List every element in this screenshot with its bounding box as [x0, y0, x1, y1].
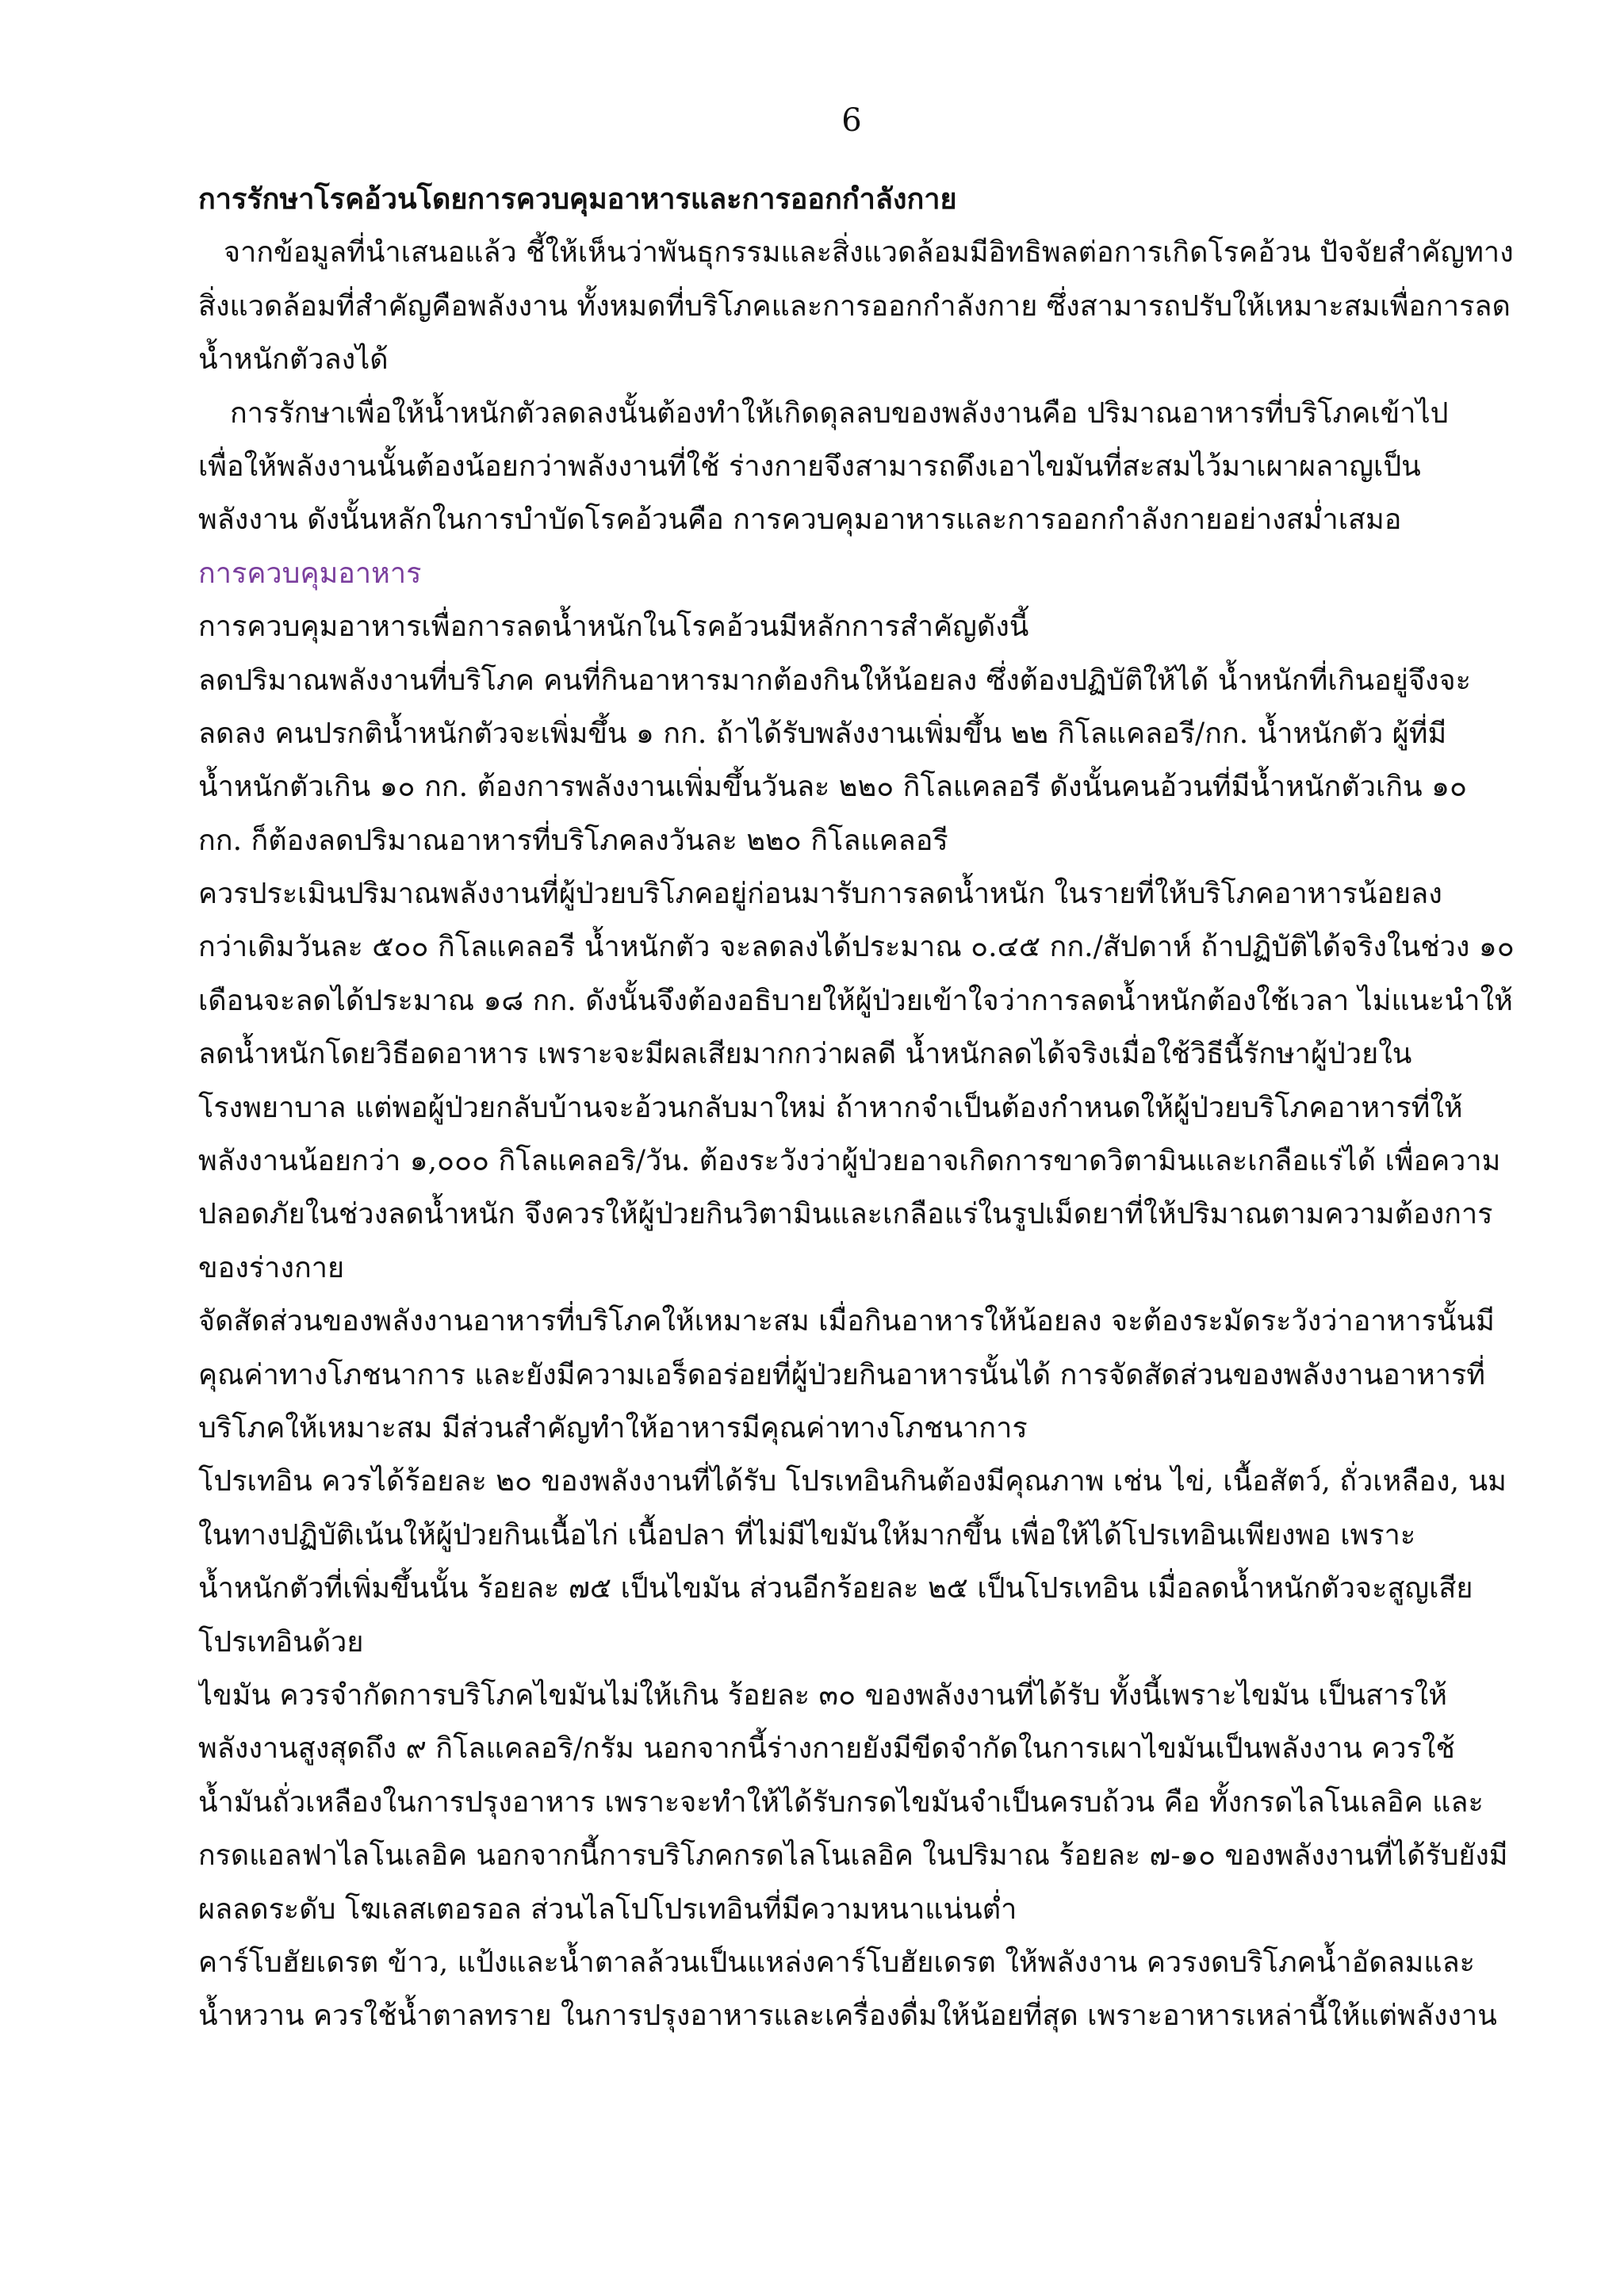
text-line: ผลลดระดับ โฆเลสเตอรอล ส่วนไลโปโปรเทอินที่มีความหนาแน่นต่ำ	[198, 1892, 1017, 1926]
text-line: บริโภคให้เหมาะสม มีส่วนสำคัญทำให้อาหารมีคุณค่าทางโภชนาการ	[198, 1411, 1028, 1445]
section-title: การรักษาโรคอ้วนโดยการควบคุมอาหารและการออกกำลังกาย	[198, 182, 957, 216]
text-line: น้ำหนักตัวเกิน ๑๐ กก. ต้องการพลังงานเพิ่มขึ้นวันละ ๒๒๐ กิโลแคลอรี ดังนั้นคนอ้วนที่มีน้ำหนักตัวเกิน ๑๐	[198, 771, 1467, 804]
text-line: กรดแอลฟาไลโนเลอิค นอกจากนี้การบริโภคกรดไลโนเลอิค ในปริมาณ ร้อยละ ๗-๑๐ ของพลังงานที่ได้รับยังมี	[198, 1839, 1508, 1873]
text-line: น้ำหนักตัวที่เพิ่มขึ้นนั้น ร้อยละ ๗๕ เป็นไขมัน ส่วนอีกร้อยละ ๒๕ เป็นโปรเทอิน เมื่อลดน้ำหนักตัวจะสูญเสีย	[198, 1572, 1473, 1605]
text-line: ควรประเมินปริมาณพลังงานที่ผู้ป่วยบริโภคอยู่ก่อนมารับการลดน้ำหนัก ในรายที่ให้บริโภคอาหารน้อยลง	[198, 878, 1442, 911]
text-line: กก. ก็ต้องลดปริมาณอาหารที่บริโภคลงวันละ ๒๒๐ กิโลแคลอรี	[198, 824, 948, 857]
text-line: โปรเทอินด้วย	[198, 1625, 364, 1659]
text-line: ลดลง คนปรกติน้ำหนักตัวจะเพิ่มขึ้น ๑ กก. ถ้าได้รับพลังงานเพิ่มขึ้น ๒๒ กิโลแคลอรี/กก. น้ำหนักตัว ผู้ที่มี	[198, 717, 1447, 750]
text-line: โรงพยาบาล แต่พอผู้ป่วยกลับบ้านจะอ้วนกลับมาใหม่ ถ้าหากจำเป็นต้องกำหนดให้ผู้ป่วยบริโภคอาหารที่ให้	[198, 1091, 1463, 1124]
page-number: 6	[841, 102, 862, 139]
text-line: คาร์โบฮัยเดรต ข้าว, แป้งและน้ำตาลล้วนเป็นแหล่งคาร์โบฮัยเดรต ให้พลังงาน ควรงดบริโภคน้ำอัดลมและ	[198, 1946, 1475, 1979]
text-line: ไขมัน ควรจำกัดการบริโภคไขมันไม่ให้เกิน ร้อยละ ๓๐ ของพลังงานที่ได้รับ ทั้งนี้เพราะไขมัน เป็นสารให้	[198, 1678, 1447, 1712]
text-line: เดือนจะลดได้ประมาณ ๑๘ กก. ดังนั้นจึงต้องอธิบายให้ผู้ป่วยเข้าใจว่าการลดน้ำหนักต้องใช้เวลา ไม่แนะนำให้	[198, 984, 1513, 1017]
text-line: จากข้อมูลที่นำเสนอแล้ว ชี้ให้เห็นว่าพันธุกรรมและสิ่งแวดล้อมมีอิทธิพลต่อการเกิดโรคอ้วน ปัจจัยสำคัญทาง	[224, 236, 1514, 270]
text-line: ของร่างกาย	[198, 1251, 345, 1284]
text-line: ปลอดภัยในช่วงลดน้ำหนัก จึงควรให้ผู้ป่วยกินวิตามินและเกลือแร่ในรูปเม็ดยาที่ให้ปริมาณตามความต้องการ	[198, 1198, 1493, 1231]
text-line: สิ่งแวดล้อมที่สำคัญคือพลังงาน ทั้งหมดที่บริโภคและการออกกำลังกาย ซึ่งสามารถปรับให้เหมาะสมเพื่อการลด	[198, 289, 1511, 323]
text-line: ในทางปฏิบัติเน้นให้ผู้ป่วยกินเนื้อไก่ เนื้อปลา ที่ไม่มีไขมันให้มากขึ้น เพื่อให้ได้โปรเทอินเพียงพอ เพราะ	[198, 1518, 1416, 1552]
text-line: กว่าเดิมวันละ ๕๐๐ กิโลแคลอรี น้ำหนักตัว จะลดลงได้ประมาณ ๐.๔๕ กก./สัปดาห์ ถ้าปฏิบัติได้จริงในช่วง ๑๐	[198, 931, 1515, 964]
text-line: ลดน้ำหนักโดยวิธีอดอาหาร เพราะจะมีผลเสียมากกว่าผลดี น้ำหนักลดได้จริงเมื่อใช้วิธีนี้รักษาผู้ป่วยใน	[198, 1038, 1412, 1071]
page-content	[198, 173, 1515, 2043]
text-line: พลังงานสูงสุดถึง ๙ กิโลแคลอริ/กรัม นอกจากนี้ร่างกายยังมีขีดจำกัดในการเผาไขมันเป็นพลังงาน ควรใช้	[198, 1732, 1455, 1766]
text-line: ลดปริมาณพลังงานที่บริโภค คนที่กินอาหารมากต้องกินให้น้อยลง ซึ่งต้องปฏิบัติให้ได้ น้ำหนักที่เกินอยู่จึงจะ	[198, 664, 1471, 697]
text-line: น้ำมันถั่วเหลืองในการปรุงอาหาร เพราะจะทำให้ได้รับกรดไขมันจำเป็นครบถ้วน คือ ทั้งกรดไลโนเลอิค และ	[198, 1785, 1484, 1819]
text-line: เพื่อให้พลังงานนั้นต้องน้อยกว่าพลังงานที่ใช้ ร่างกายจึงสามารถดึงเอาไขมันที่สะสมไว้มาเผาผลาญเป็น	[198, 450, 1421, 483]
text-line: จัดสัดส่วนของพลังงานอาหารที่บริโภคให้เหมาะสม เมื่อกินอาหารให้น้อยลง จะต้องระมัดระวังว่าอาหารนั้นมี	[198, 1305, 1495, 1338]
text-line: การควบคุมอาหารเพื่อการลดน้ำหนักในโรคอ้วนมีหลักการสำคัญดังนี้	[198, 610, 1029, 644]
text-line: น้ำหนักตัวลงได้	[198, 343, 389, 377]
text-line: การรักษาเพื่อให้น้ำหนักตัวลดลงนั้นต้องทำให้เกิดดุลลบของพลังงานคือ ปริมาณอาหารที่บริโภคเข้าไป	[230, 396, 1449, 430]
text-line: น้ำหวาน ควรใช้น้ำตาลทราย ในการปรุงอาหารและเครื่องดื่มให้น้อยที่สุด เพราะอาหารเหล่านี้ให้แต่พลังงาน	[198, 1999, 1497, 2033]
text-line: โปรเทอิน ควรได้ร้อยละ ๒๐ ของพลังงานที่ได้รับ โปรเทอินกินต้องมีคุณภาพ เช่น ไข่, เนื้อสัตว์, ถั่วเหลือง, นม	[198, 1465, 1507, 1498]
text-line: พลังงานน้อยกว่า ๑,๐๐๐ กิโลแคลอริ/วัน. ต้องระวังว่าผู้ป่วยอาจเกิดการขาดวิตามินและเกลือแร่ได้ เพื่อความ	[198, 1145, 1501, 1178]
text-line: คุณค่าทางโภชนาการ และยังมีความเอร็ดอร่อยที่ผู้ป่วยกินอาหารนั้นได้ การจัดสัดส่วนของพลังงานอาหารที่	[198, 1358, 1486, 1391]
text-line: พลังงาน ดังนั้นหลักในการบำบัดโรคอ้วนคือ การควบคุมอาหารและการออกกำลังกายอย่างสม่ำเสมอ	[198, 503, 1402, 537]
subsection-heading: การควบคุมอาหาร	[198, 557, 422, 590]
